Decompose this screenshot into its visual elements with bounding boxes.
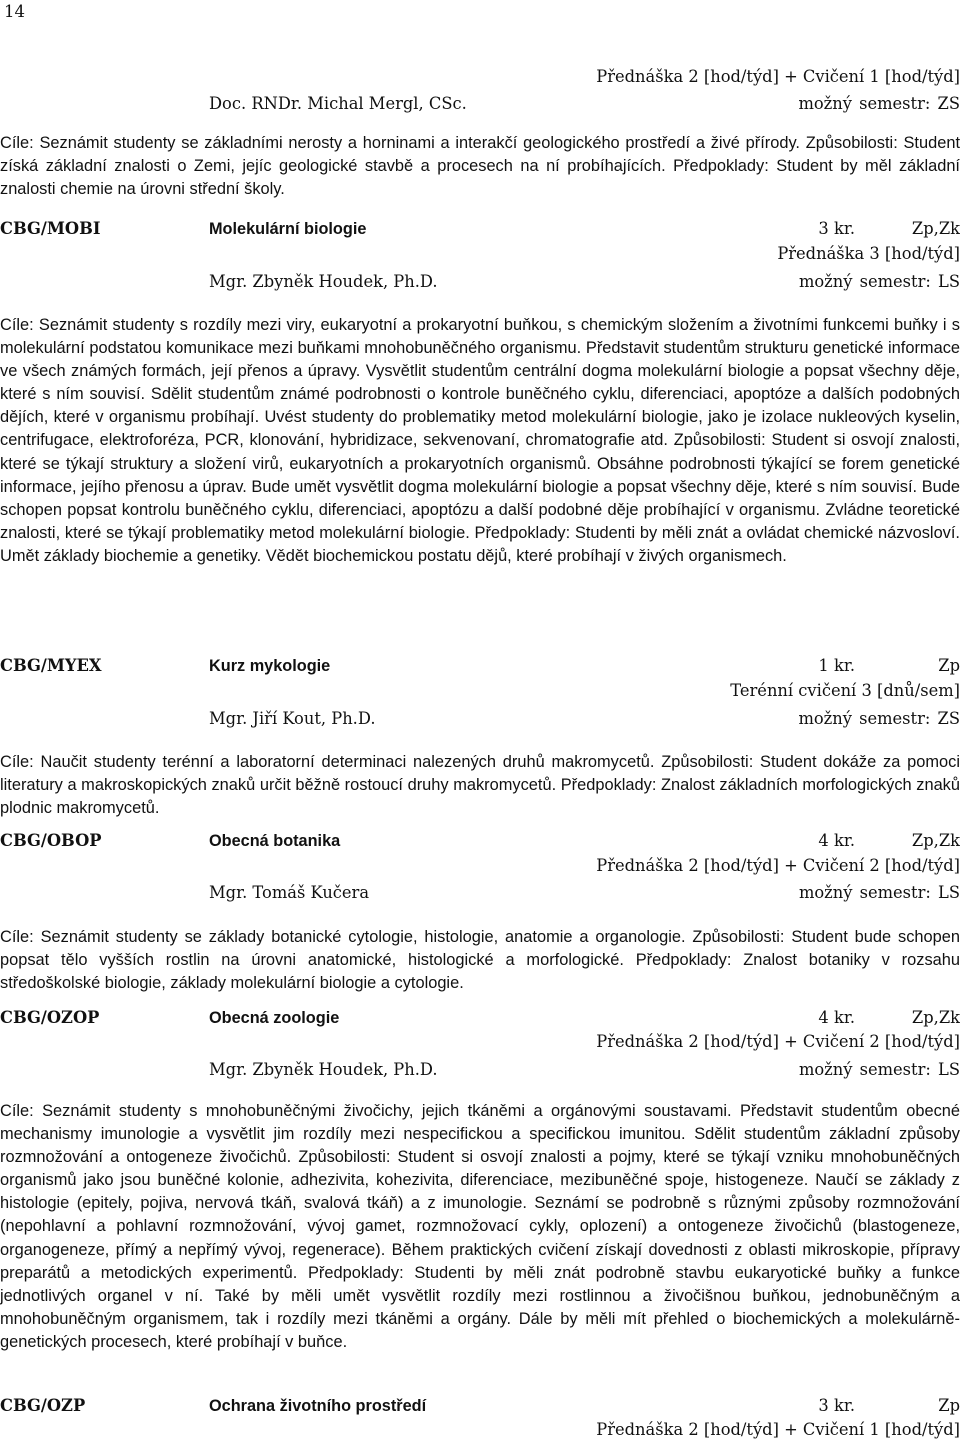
course-lecturer-mobi: Mgr. Zbyněk Houdek, Ph.D. bbox=[209, 272, 438, 291]
course-code-myex: CBG/MYEX bbox=[0, 656, 102, 675]
course-credits-obop: 4 kr. bbox=[818, 831, 855, 850]
course-hours-obop: Přednáška 2 [hod/týd] + Cvičení 2 [hod/týd] bbox=[596, 856, 960, 875]
course-text-myex: Cíle: Naučit studenty terénní a laboratorní determinaci nalezených druhů makromycetů. Způsobilosti: Student dokáže za pomoci literatury a makroskopických znaků určit běžně rostoucí druhy makromycetů. Předpoklady: Znalost základních morfologických znaků plodnic makromycetů. bbox=[0, 753, 960, 818]
prev-course-hours: Přednáška 2 [hod/týd] + Cvičení 1 [hod/týd] bbox=[596, 67, 960, 86]
course-hours-mobi: Přednáška 3 [hod/týd] bbox=[777, 244, 960, 263]
course-text-obop: Cíle: Seznámit studenty se základy botanické cytologie, histologie, anatomie a organologie. Způsobilosti: Student bude schopen popsat tělo vyšších rostlin na úrovni anatomické, histologické a morfologické. Předpoklady: Znalost botaniky v rozsahu středoškolské biologie, základy molekulární biologie a cytologie. bbox=[0, 928, 960, 993]
course-semester-obop: možný semestr: LS bbox=[798, 883, 960, 902]
course-description-ozop bbox=[0, 1100, 960, 1354]
course-description-obop bbox=[0, 926, 960, 995]
course-credits-ozp: 3 kr. bbox=[818, 1396, 855, 1415]
course-lecturer-myex: Mgr. Jiří Kout, Ph.D. bbox=[209, 709, 376, 728]
course-semester-myex: možný semestr: ZS bbox=[798, 709, 960, 728]
course-credits-mobi: 3 kr. bbox=[818, 219, 855, 238]
page-number: 14 bbox=[4, 2, 25, 21]
course-completion-obop: Zp,Zk bbox=[911, 831, 960, 850]
course-hours-myex: Terénní cvičení 3 [dnů/sem] bbox=[730, 681, 960, 700]
course-completion-ozop: Zp,Zk bbox=[911, 1008, 960, 1027]
prev-course-description bbox=[0, 132, 960, 201]
course-semester-ozop: možný semestr: LS bbox=[798, 1060, 960, 1079]
course-completion-mobi: Zp,Zk bbox=[911, 219, 960, 238]
course-title-myex: Kurz mykologie bbox=[209, 657, 331, 675]
course-hours-ozp: Přednáška 2 [hod/týd] + Cvičení 1 [hod/týd] bbox=[596, 1420, 960, 1439]
prev-course-text: Cíle: Seznámit studenty se základními nerosty a horninami a interakčí geologického prostředí a živé přírody. Způsobilosti: Student získá základní znalosti o Zemi, jejíc geologické stavbě a procesech na ní probíhajících. Předpoklady: Student by měl základní znalosti chemie na úrovni střední školy. bbox=[0, 134, 960, 199]
course-title-obop: Obecná botanika bbox=[209, 832, 341, 850]
course-credits-ozop: 4 kr. bbox=[818, 1008, 855, 1027]
course-title-ozp: Ochrana životního prostředí bbox=[209, 1397, 427, 1415]
course-code-mobi: CBG/MOBI bbox=[0, 219, 101, 238]
course-title-ozop: Obecná zoologie bbox=[209, 1009, 340, 1027]
course-code-ozop: CBG/OZOP bbox=[0, 1008, 100, 1027]
course-lecturer-ozop: Mgr. Zbyněk Houdek, Ph.D. bbox=[209, 1060, 438, 1079]
course-completion-myex: Zp bbox=[938, 656, 960, 675]
course-text-ozop: Cíle: Seznámit studenty s mnohobuněčnými živočichy, jejich tkáněmi a orgánovými soustavami. Představit studentům obecné mechanismy imunologie a vysvětlit jim rozdíly mezi nespecifickou a specifickou imunitou. Sdělit studentům základní způsoby rozmnožování a ontogeneze živočichů. Způsobilosti: Student si osvojí znalosti a pojmy, které se týkají vzniku mnohobuněčných organismů jako jsou buněčné kolonie, adhezivita, kohezivita, diferenciace, mezibuněčné spoje, histogeneze. Naučí se základy z histologie (epitely, pojiva, nervová tkáň, svalová tkáň) a z imunologie. Seznámí se podrobně s různými způsoby rozmnožování (nepohlavní a pohlavní rozmnožování, vývoj gamet, rozmnožovací cykly, oplození) a ontogeneze živočichů (blastogeneze, organogeneze, přímý a nepřímý vývoj, regenerace). Během praktických cvičení získají dovednosti z oblasti mikroskopie, přípravy preparátů a metodických experimentů. Předpoklady: Studenti by měli znát podrobně stavbu eukaryotické buňky a funkce jednotlivých organel v ní. Také by měli umět vysvětlit rozdíly mezi rostlinnou a živočišnou buňkou, jednobuněčným a mnohobuněčným organismem, tak i rozdíly mezi tkáněmi a orgány. Dále by měli mít přehled o biochemických a molekulárně-genetických procesech, které probíhají v buňce. bbox=[0, 1102, 960, 1351]
course-semester-mobi: možný semestr: LS bbox=[798, 272, 960, 291]
course-hours-ozop: Přednáška 2 [hod/týd] + Cvičení 2 [hod/týd] bbox=[596, 1032, 960, 1051]
course-description-mobi bbox=[0, 314, 960, 568]
course-completion-ozp: Zp bbox=[938, 1396, 960, 1415]
prev-course-lecturer: Doc. RNDr. Michal Mergl, CSc. bbox=[209, 94, 467, 113]
course-lecturer-obop: Mgr. Tomáš Kučera bbox=[209, 883, 370, 902]
course-title-mobi: Molekulární biologie bbox=[209, 220, 367, 238]
course-text-mobi: Cíle: Seznámit studenty s rozdíly mezi viry, eukaryotní a prokaryotní buňkou, s chemickým složením a životními funkcemi buňky i s molekulární podstatou komunikace mezi buňkami mnohobuněčného organismu. Představit studentům strukturu genetické informace ve všech známých formách, její přenos a úpravy. Vysvětlit studentům centrální dogma molekulární biologie a popsat všechny děje, které s ním souvisí. Sdělit studentům známé podrobnosti o kontrole buněčného cyklu, diferenciaci, apoptóze a dalších podobných dějích, které v organismu probíhají. Uvést studenty do problematiky metod molekulární biologie, jako je izolace nukleových kyselin, centrifugace, elektroforéza, PCR, klonování, hybridizace, sekvenovaní, chromatografie atd. Způsobilosti: Student si osvojí znalosti, které se týkají struktury a složení virů, eukaryotních a prokaryotních organismů. Obsáhne podrobnosti týkající se forem genetické informace, jejího přenosu a úprav. Bude umět vysvětlit dogma molekulární biologie a popsat všechny děje, které s ním souvisí. Bude schopen popsat kontrolu buněčného cyklu, diferenciaci, apoptózu a další podobné děje probíhající v organismu. Zvládne teoretické znalosti, které se týkají problematiky metod molekulární biologie. Předpoklady: Studenti by měli znát a ovládat chemické názvosloví. Umět základy biochemie a genetiky. Vědět biochemickou postatu dějů, které probíhají v živých organismech. bbox=[0, 316, 960, 565]
course-code-obop: CBG/OBOP bbox=[0, 831, 102, 850]
course-credits-myex: 1 kr. bbox=[818, 656, 855, 675]
course-description-myex bbox=[0, 751, 960, 820]
course-code-ozp: CBG/OZP bbox=[0, 1396, 86, 1415]
prev-course-semester: možný semestr: ZS bbox=[798, 94, 960, 113]
